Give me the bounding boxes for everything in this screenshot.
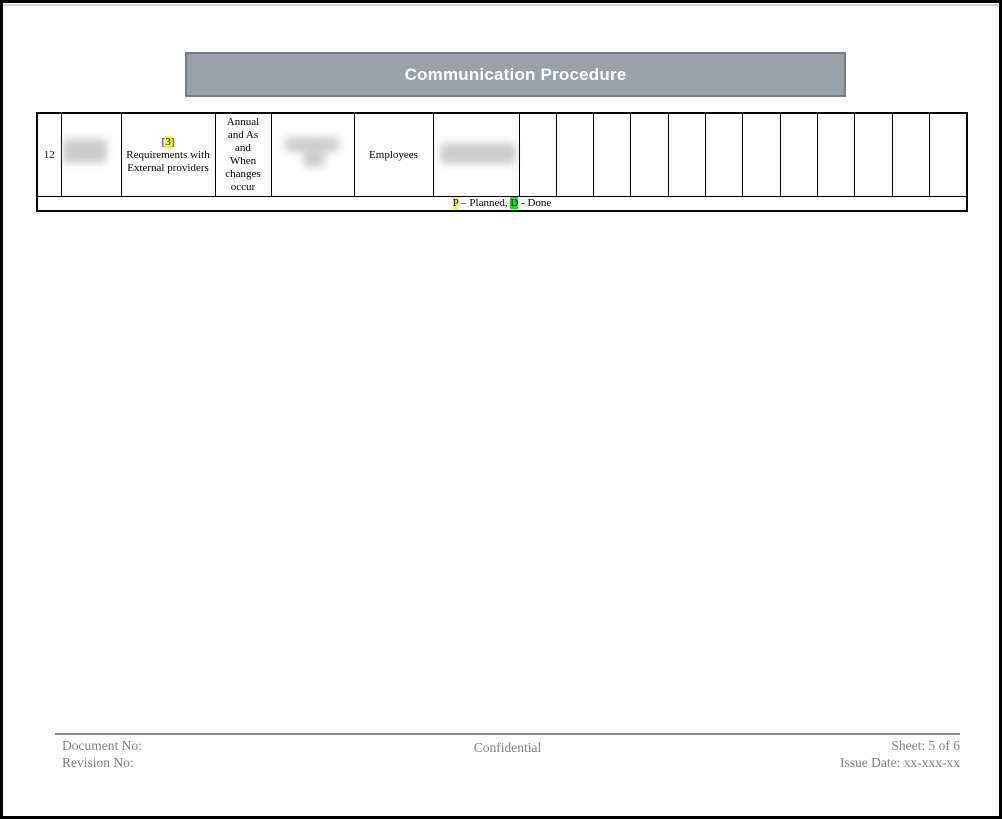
legend-cell [37, 197, 967, 212]
footer-right-block [840, 737, 960, 771]
legend-done-key: D [510, 197, 519, 209]
legend-planned-key: P [452, 197, 459, 209]
frequency-text: Annual and As and When changes occur [225, 116, 261, 193]
month-cell [556, 113, 593, 197]
topic-text: Requirements with External providers [126, 148, 210, 174]
document-title-bar [185, 52, 846, 97]
redacted-text-blur [285, 137, 339, 152]
confidential-label: Confidential [473, 740, 542, 755]
cell-audience [354, 113, 433, 197]
month-cell [631, 113, 668, 197]
month-cell [519, 113, 556, 197]
month-cell [743, 113, 780, 197]
document-no-label: Document No: [62, 738, 142, 753]
serial-number: 12 [43, 148, 55, 161]
cell-serial-number [37, 113, 61, 197]
month-cell [930, 113, 967, 197]
redacted-text-blur [63, 139, 107, 163]
top-divider-line [3, 4, 999, 6]
revision-no-label: Revision No: [62, 755, 134, 770]
legend-planned-text: – Planned, [458, 197, 511, 209]
audience-text: Employees [369, 148, 418, 161]
ref-close-bracket: ] [170, 135, 175, 148]
footer-center-block [55, 739, 960, 756]
footer-divider-line [55, 733, 960, 735]
legend-row [37, 197, 967, 212]
cell-frequency [215, 113, 271, 197]
ref-open-bracket: [ [161, 135, 166, 148]
topic-reference [122, 136, 215, 149]
month-cell [892, 113, 929, 197]
sheet-number: Sheet: 5 of 6 [891, 738, 960, 753]
issue-date: Issue Date: xx-xxx-xx [840, 755, 960, 770]
month-cell [668, 113, 705, 197]
month-cell [594, 113, 631, 197]
month-cell [780, 113, 817, 197]
month-cell [818, 113, 855, 197]
redacted-text-blur [440, 143, 516, 164]
redacted-text-blur [303, 151, 325, 167]
page-title: Communication Procedure [404, 64, 627, 84]
cell-topic [121, 113, 215, 197]
ref-number-highlighted: 3 [165, 135, 171, 148]
month-cell [855, 113, 892, 197]
month-cell [706, 113, 743, 197]
legend-done-text: - Done [518, 197, 552, 209]
